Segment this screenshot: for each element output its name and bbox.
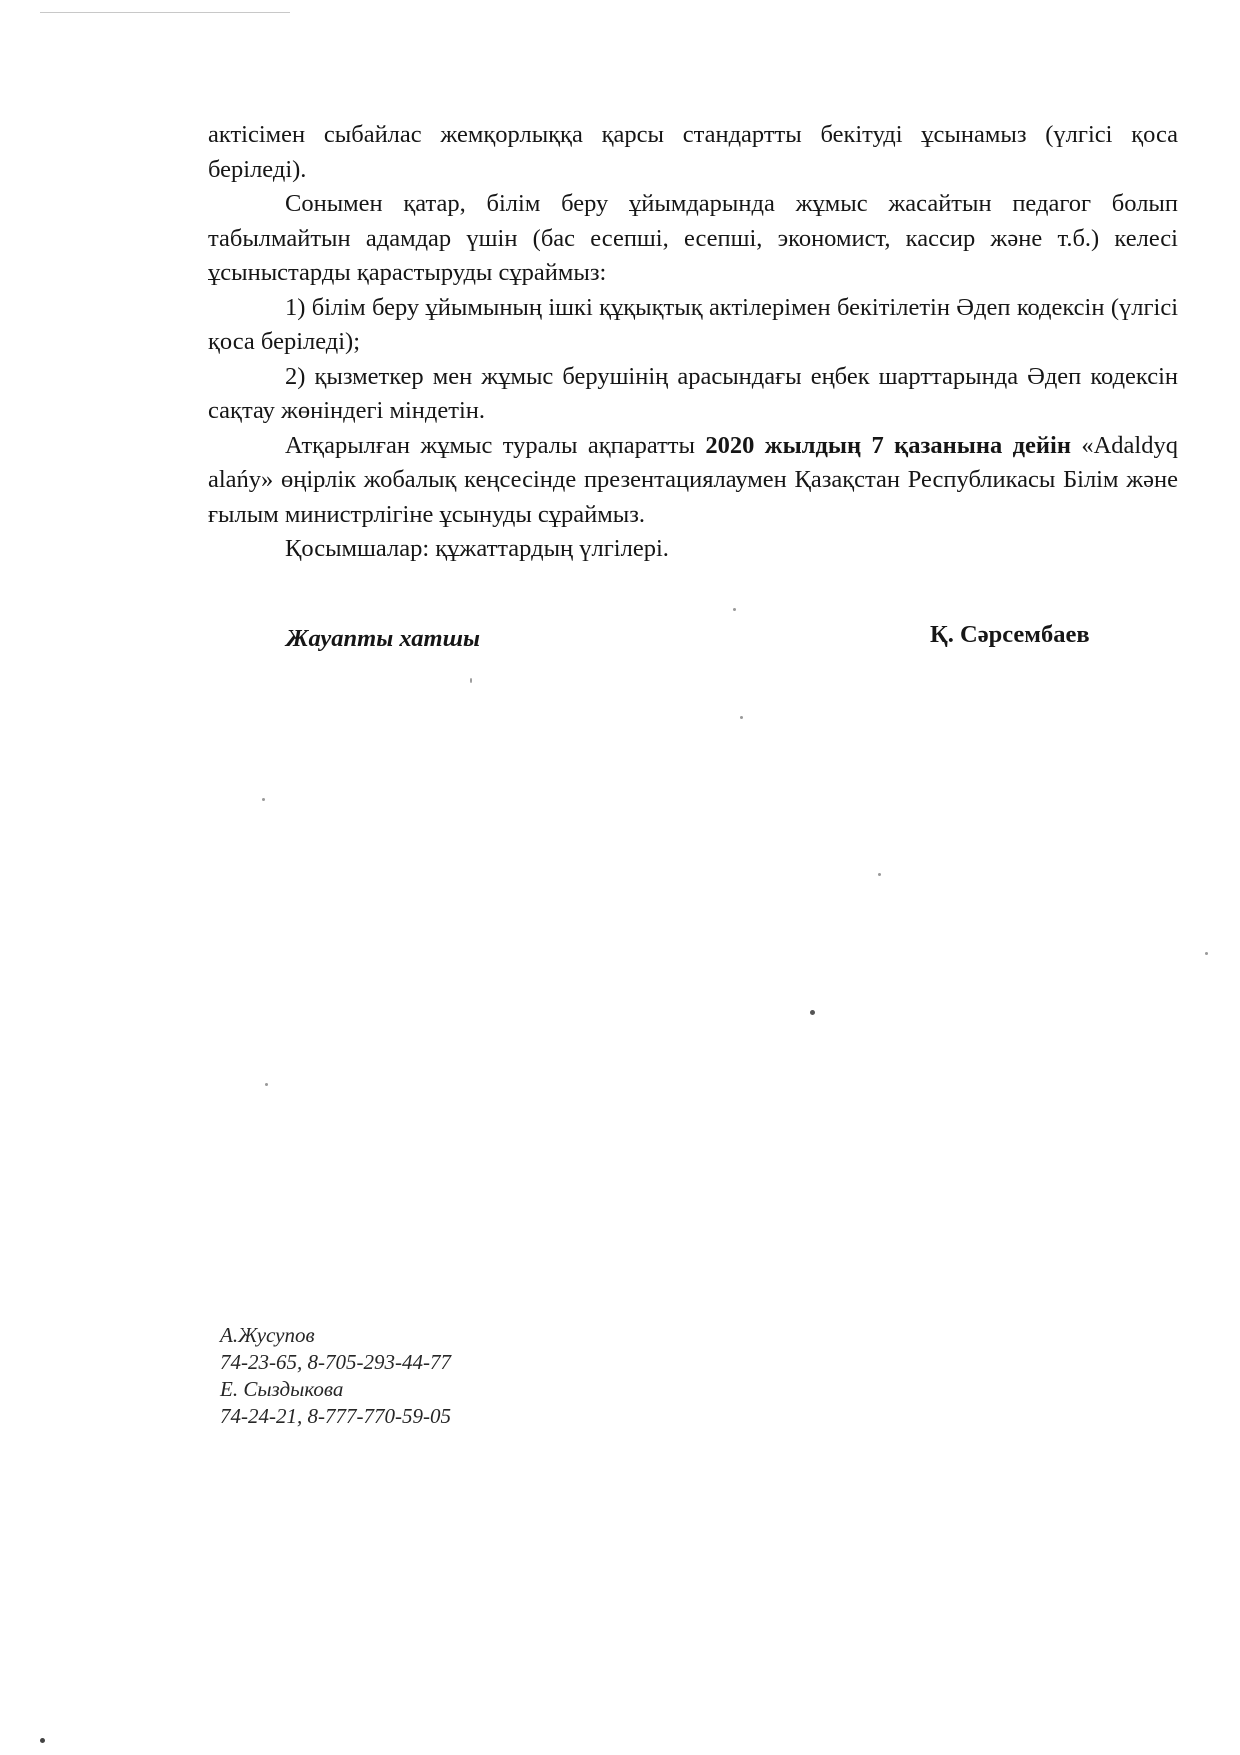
scan-speck xyxy=(740,716,743,719)
scan-artifact-top-line xyxy=(40,12,290,13)
paragraph-item-2: 2) қызметкер мен жұмыс берушінің арасындағы еңбек шарттарында Әдеп кодексін сақтау жөніндегі міндетін. xyxy=(208,362,1178,424)
scan-speck xyxy=(40,1738,45,1743)
paragraph-non-teaching-staff: Сонымен қатар, білім беру ұйымдарында жұмыс жасайтын педагог болып табылмайтын адамдар үшін (бас есепші, есепші, экономист, кассир және т.б.) келесі ұсыныстарды қарастыруды сұраймыз: xyxy=(208,190,1178,286)
contact-phones-2: 74-24-21, 8-777-770-59-05 xyxy=(220,1404,451,1428)
signatory-name: Қ. Сәрсембаев xyxy=(930,621,1090,648)
executor-contacts xyxy=(220,1322,451,1430)
contact-name-2: Е. Сыздыкова xyxy=(220,1377,344,1401)
scan-speck xyxy=(470,678,472,683)
deadline-text-after: «Adaldyq alańy» өңірлік жобалық кеңсесінде презентациялаумен Қазақстан Республикасы Білім және ғылым министрлігіне ұсынуды сұраймыз. xyxy=(208,431,1178,528)
scan-speck xyxy=(878,873,881,876)
deadline-text-before: Атқарылған жұмыс туралы ақпаратты xyxy=(285,431,706,459)
contact-name-1: А.Жусупов xyxy=(220,1323,315,1347)
paragraph-deadline xyxy=(208,429,1178,533)
scan-speck xyxy=(733,608,736,611)
deadline-date: 2020 жылдың 7 қазанына дейін xyxy=(705,431,1071,459)
scan-speck xyxy=(1205,952,1208,955)
signatory-title: Жауапты хатшы xyxy=(286,625,480,652)
contact-phones-1: 74-23-65, 8-705-293-44-77 xyxy=(220,1350,451,1374)
scan-speck xyxy=(262,798,265,801)
scan-speck xyxy=(265,1083,268,1086)
letter-body xyxy=(208,118,1178,567)
paragraph-attachments: Қосымшалар: құжаттардың үлгілері. xyxy=(285,535,669,562)
scan-speck xyxy=(810,1010,815,1015)
paragraph-standard-proposal: актісімен сыбайлас жемқорлыққа қарсы стандартты бекітуді ұсынамыз (үлгісі қоса беріледі). xyxy=(208,121,1178,183)
paragraph-item-1: 1) білім беру ұйымының ішкі құқықтық актілерімен бекітілетін Әдеп кодексін (үлгісі қоса беріледі); xyxy=(208,293,1178,355)
